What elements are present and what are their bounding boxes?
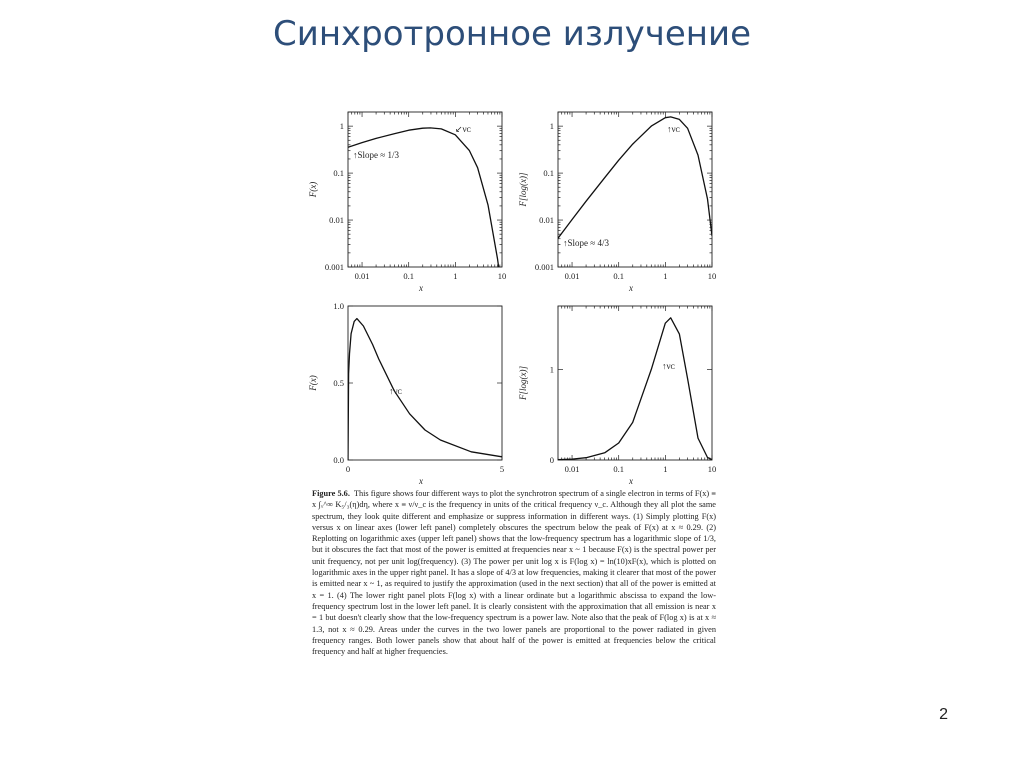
x-axis-title: x — [629, 476, 633, 486]
x-tick-label: 0.01 — [564, 271, 580, 281]
y-tick-label: 0.0 — [333, 455, 344, 465]
slide-title: Синхротронное излучение — [272, 14, 752, 54]
panel-frame — [348, 306, 502, 460]
y-tick-label: 0.001 — [324, 262, 344, 272]
x-axis-title: x — [629, 283, 633, 293]
x-tick-label: 0 — [345, 464, 351, 474]
page-number: 2 — [939, 706, 948, 723]
x-tick-label: 1 — [453, 271, 458, 281]
x-axis-title: x — [419, 283, 423, 293]
y-axis-title: F(x) — [308, 181, 318, 198]
x-tick-label: 10 — [497, 271, 507, 281]
y-tick-label: 0 — [549, 455, 554, 465]
y-tick-label: 0.01 — [539, 215, 554, 226]
y-tick-label: 1.0 — [333, 301, 344, 311]
y-tick-label: 1 — [549, 121, 554, 132]
series-line — [558, 117, 712, 238]
y-tick-label: 1 — [339, 121, 344, 132]
figure-label: Figure 5.6. — [312, 489, 350, 498]
x-tick-label: 10 — [707, 464, 717, 474]
x-axis-title: x — [419, 476, 423, 486]
panel-frame — [348, 112, 502, 267]
x-tick-label: 1 — [663, 271, 668, 281]
x-tick-label: 0.1 — [613, 271, 625, 281]
x-tick-label: 0.1 — [403, 271, 415, 281]
y-axis-title: F[log(x)] — [518, 172, 528, 207]
x-tick-label: 1 — [663, 464, 668, 474]
y-tick-label: 0.001 — [534, 262, 554, 272]
x-tick-label: 0.1 — [613, 464, 625, 474]
x-tick-label: 0.01 — [354, 271, 370, 281]
y-axis-title: F[log(x)] — [518, 366, 528, 400]
series-line — [558, 318, 712, 460]
annotation-label: ↑νᴄ — [662, 361, 675, 371]
x-tick-label: 0.01 — [564, 464, 580, 474]
annotation-label: ↑νᴄ — [667, 124, 680, 134]
annotation-label: ↑Slope ≈ 4/3 — [563, 238, 609, 248]
x-tick-label: 10 — [707, 271, 717, 281]
y-tick-label: 0.1 — [543, 168, 554, 179]
annotation-label: ↑νᴄ — [389, 386, 402, 396]
figure-caption-text: This figure shows four different ways to plot the synchrotron spectrum of a single electron in terms of F(x) ≡ x ∫ₓ^∞ K₅/₃(η)dη, where x ≡ ν/ν_c is the frequency in units of the critical frequency ν_c. Although they all plot the same spectrum, they look quite different and emphasize or suppress information in different ways. (1) Simply plotting F(x) versus x on linear axes (lower left panel) completely obscures the spectrum below the peak of F(x) at x ≈ 0.29. (2) Replotting on logarithmic axes (upper left panel) shows that the low-frequency spectrum has a logarithmic slope of 1/3, but it obscures the fact that most of the power is emitted at frequencies near x ~ 1 because F(x) is the spectral power per unit frequency, not per unit log(frequency). (3) The power per unit log x is F(log x) = ln(10)xF(x), which is plotted on logarithmic axes in the upper right panel. It has a slope of 4/3 at low frequencies, making it clearer that most of the power is emitted near x ~ 1, as required to justify the approximation (used in the next section) that all of the power is emitted at x = 1. (4) The lower right panel plots F(log x) with a linear ordinate but a logarithmic abscissa to expand the low-frequency spectrum lost in the lower left panel. It is clearly consistent with the approximation that all emission is near x = 1 but doesn't clearly show that the low-frequency spectrum is a power law. Note also that the peak of F(log x) is at x ≈ 1.3, not x ≈ 0.29. Areas under the curves in the two lower panels are proportional to the power radiated in given frequency ranges. Both lower panels show that about half of the power is emitted at frequencies below the critical frequency and half at higher frequencies. — [312, 489, 716, 657]
y-tick-label: 1 — [549, 364, 554, 375]
series-line — [348, 319, 502, 460]
y-axis-title: F(x) — [308, 375, 318, 391]
x-tick-label: 5 — [499, 464, 505, 474]
y-tick-label: 0.1 — [333, 168, 344, 179]
y-tick-label: 0.5 — [333, 378, 344, 388]
annotation-label: ↑Slope ≈ 1/3 — [353, 150, 399, 160]
annotation-label: ↙νᴄ — [455, 124, 471, 134]
figure-caption — [312, 488, 716, 657]
y-tick-label: 0.01 — [329, 215, 344, 226]
